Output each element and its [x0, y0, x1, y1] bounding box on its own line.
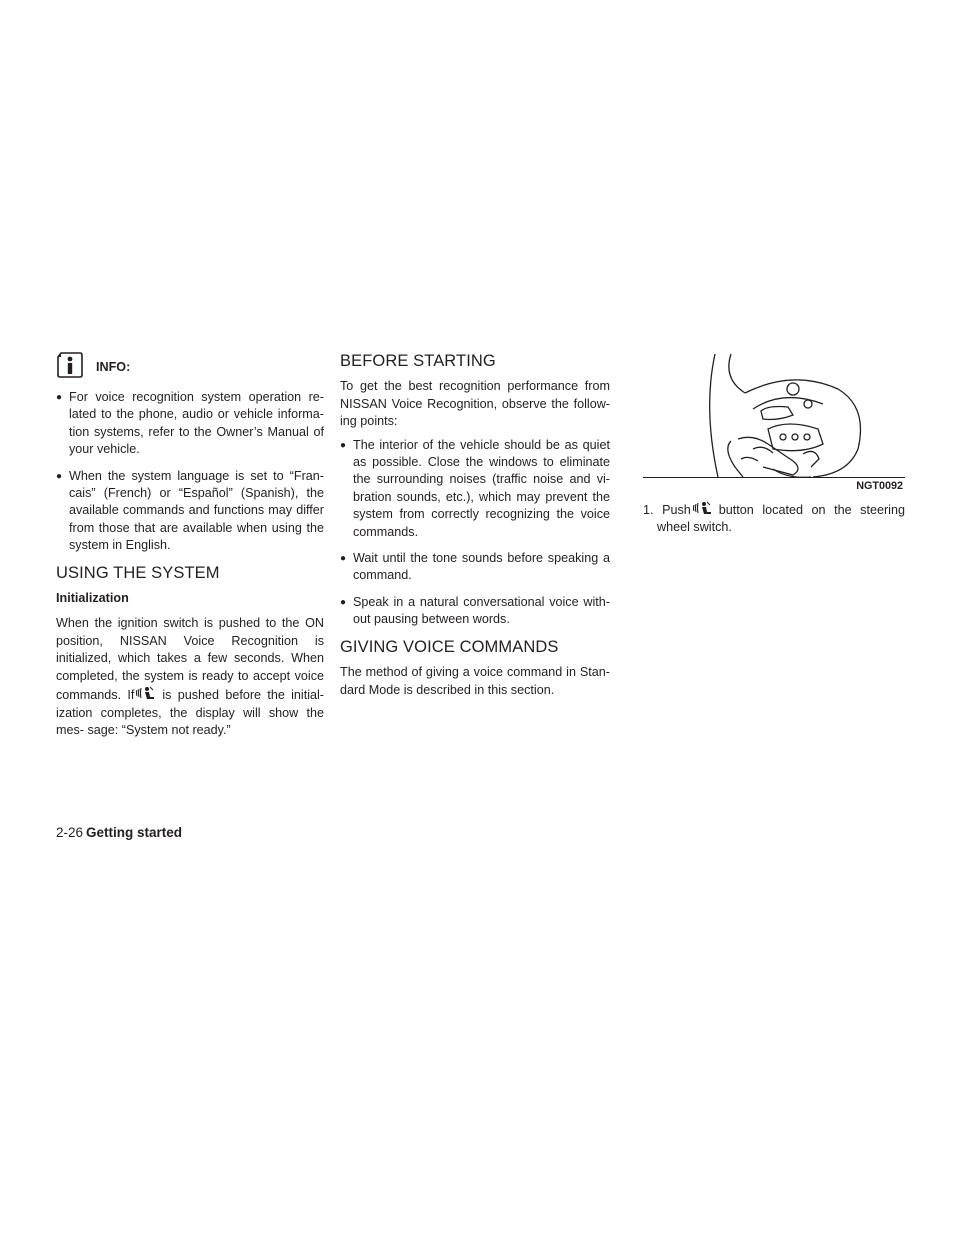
- steering-wheel-illustration: [643, 349, 905, 494]
- before-bullet-2: ● Wait until the tone sounds before speaking a command.: [340, 550, 610, 585]
- step-1: [643, 500, 905, 537]
- initialization-subheading: Initialization: [56, 591, 129, 606]
- voice-talk-icon: [136, 685, 156, 700]
- before-heading: BEFORE STARTING: [340, 352, 496, 370]
- giving-heading: GIVING VOICE COMMANDS: [340, 637, 559, 656]
- column-left: [56, 349, 324, 745]
- info-bullet-1: ● For voice recognition system operation re- lated to the phone, audio or vehicle informa- tion systems, refer to the Owner’s Manual of your vehicle.: [56, 389, 324, 459]
- step-1-text-after: button located on the steering wheel switch.: [657, 503, 905, 535]
- initialization-paragraph: [56, 615, 324, 739]
- voice-talk-icon: [693, 500, 713, 515]
- figure-caption: NGT0092: [643, 477, 905, 494]
- column-right: [643, 349, 905, 537]
- page-number: 2-26: [56, 825, 84, 840]
- init-text-before: When the ignition switch is pushed to the ON position, NISSAN Voice Recognition is initialized, which takes a few seconds. When completed, the system is ready to accept voice commands. If: [56, 616, 324, 703]
- info-bullet-2: ● When the system language is set to “Fran- cais” (French) or “Español” (Spanish), the available commands and functions may differ from those that are available when using the system in English.: [56, 468, 324, 555]
- page-footer: [56, 825, 182, 840]
- info-header: [56, 349, 324, 383]
- before-intro: To get the best recognition performance from NISSAN Voice Recognition, observe the follow- ing points:: [340, 379, 610, 429]
- init-text-after: is pushed before the initial- ization completes, the display will show the mes- sage: “System not ready.”: [56, 688, 324, 737]
- steering-wheel-figure: [643, 349, 905, 494]
- before-bullet-3: ● Speak in a natural conversational voice with- out pausing between words.: [340, 594, 610, 629]
- step-1-text-before: 1. Push: [643, 503, 691, 517]
- section-title: Getting started: [86, 825, 183, 840]
- info-label: INFO:: [96, 360, 131, 374]
- before-bullet-1: ● The interior of the vehicle should be as quiet as possible. Close the windows to eliminate the surrounding noises (traffic noise and vi- bration sounds, etc.), which may prevent the system from correctly recognizing the voice commands.: [340, 437, 610, 541]
- using-heading: USING THE SYSTEM: [56, 563, 220, 582]
- giving-paragraph: The method of giving a voice command in Stan- dard Mode is described in this section.: [340, 665, 610, 697]
- column-middle: [340, 349, 610, 705]
- info-icon: [56, 351, 84, 379]
